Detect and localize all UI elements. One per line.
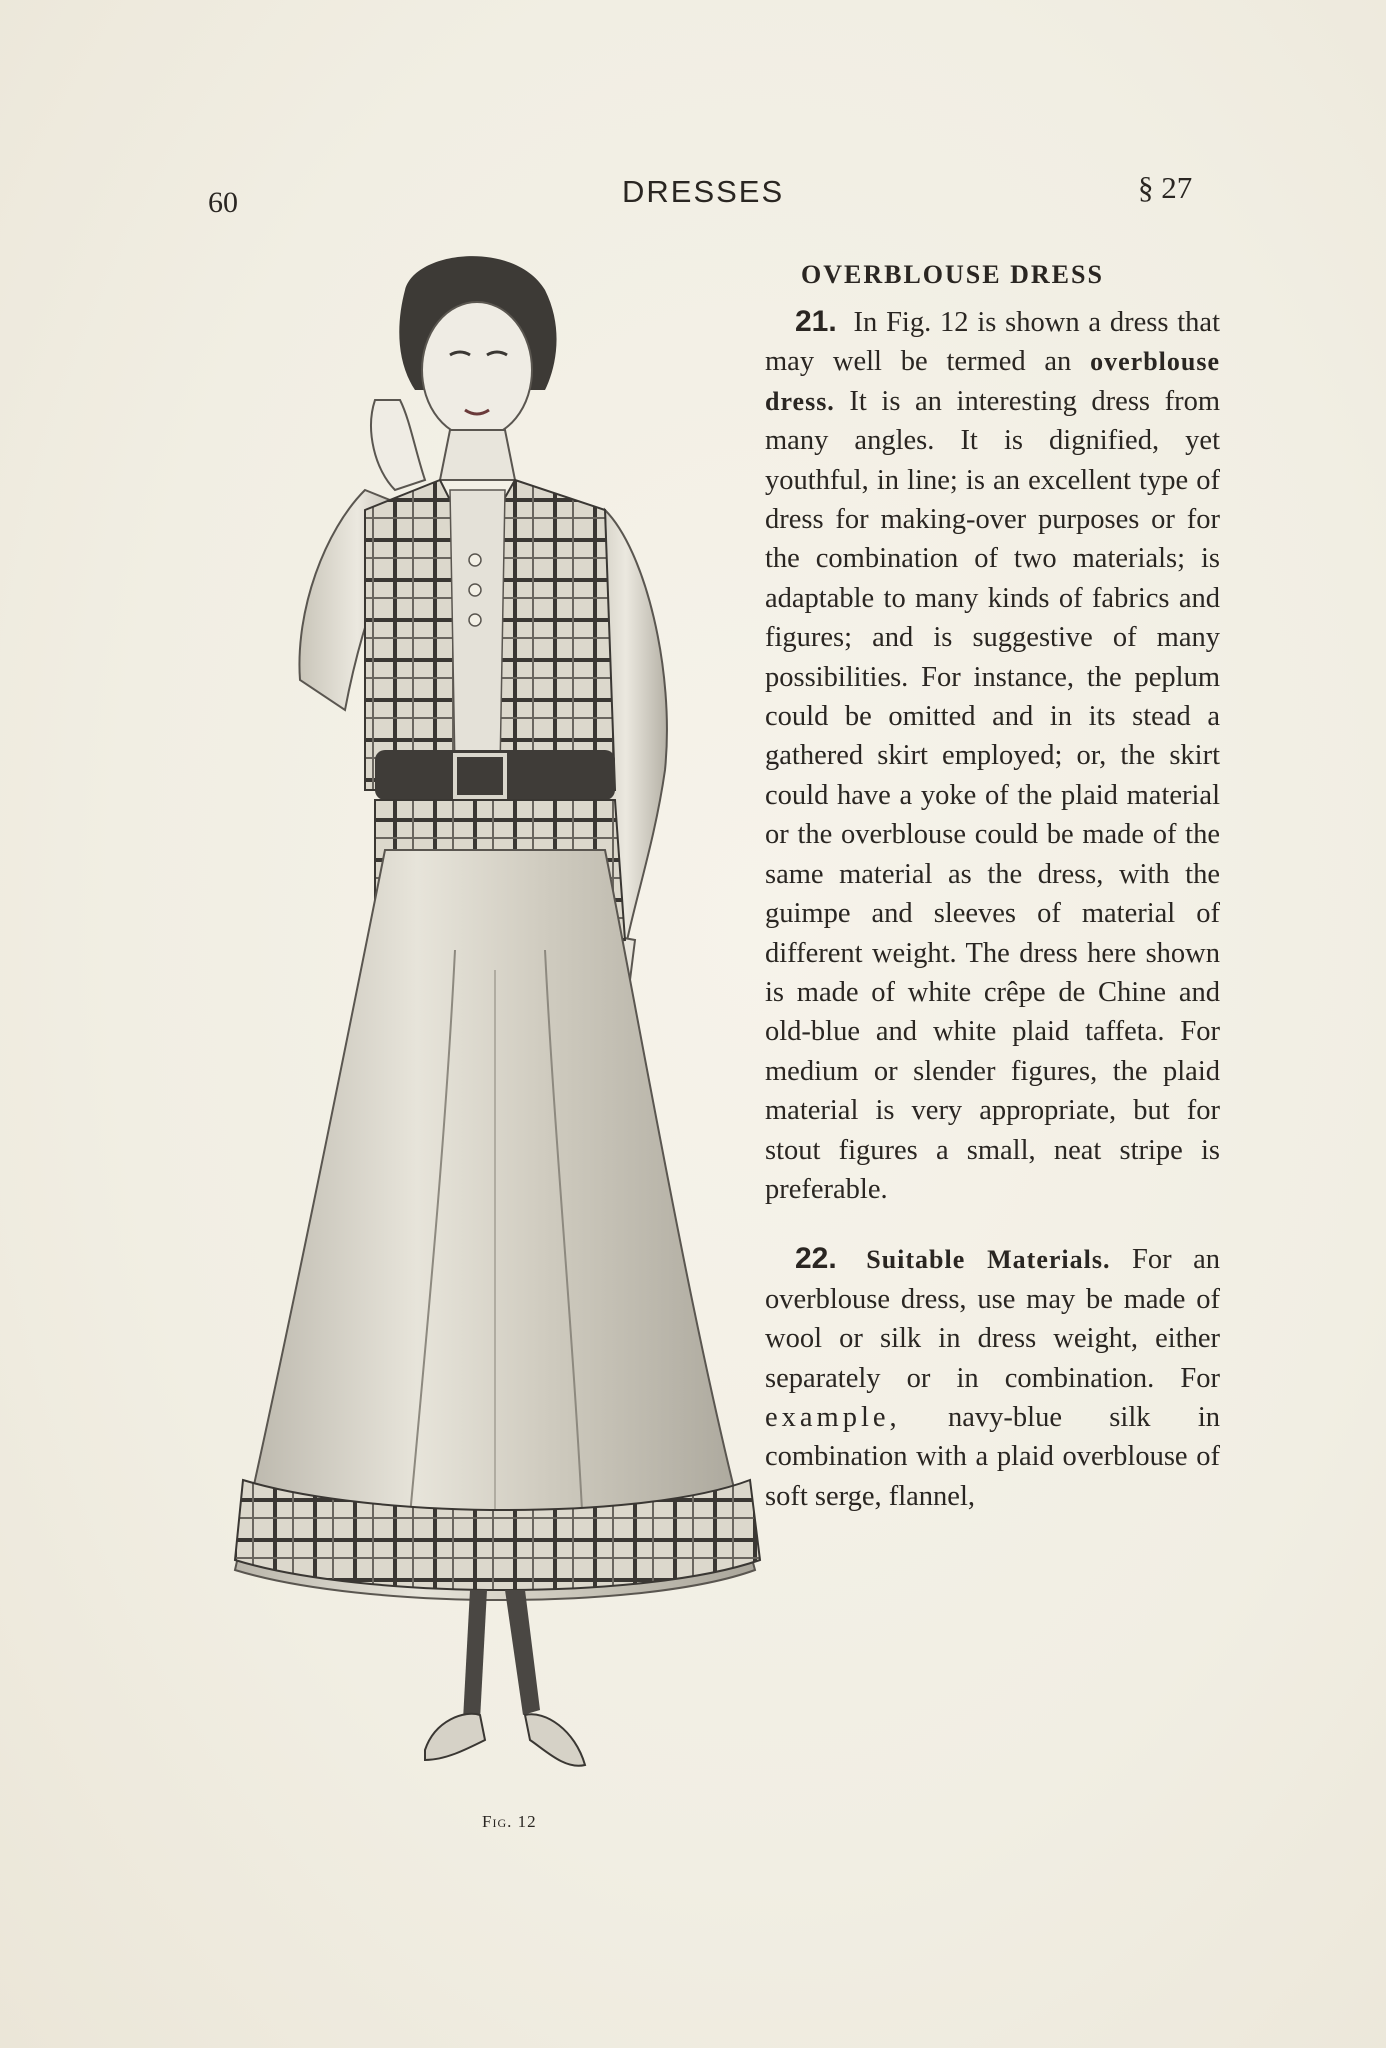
paragraph-text: It is an interesting dress from many angles. It is dignified, yet youthful, in line; is an excellent type of dress for making-over purposes or for the combination of two materials; is adaptable to many kinds of fabrics and figures; and is suggestive of many possibilities. For instance, the peplum could be omitted and in its stead a gathered skirt employed; or, the skirt could have a yoke of the plaid material or the overblouse could be made of the same material as the dress, with the guimpe and sleeves of material of different weight. The dress here shown is made of white crêpe de Chine and old-blue and white plaid taffeta. For medium or slender figures, the plaid material is very appropriate, but for stout figures a small, neat stripe is preferable. xyxy=(765,385,1220,1205)
paragraph-number: 21. xyxy=(795,305,837,338)
paragraph-subheading: Suitable Materials. xyxy=(866,1245,1111,1275)
section-mark: § 27 xyxy=(1138,170,1193,205)
figure-illustration xyxy=(225,250,785,1810)
woman-in-overblouse-dress-illustration xyxy=(225,250,785,1810)
defined-term: overblouse dress. xyxy=(765,347,1221,416)
page-number: 60 xyxy=(208,186,238,219)
running-title: DRESSES xyxy=(622,174,785,209)
figure-caption: Fig. 12 xyxy=(482,1812,537,1831)
page-header xyxy=(0,170,1386,220)
paragraph-number: 22. xyxy=(795,1242,837,1276)
paragraph-text: For an overblouse dress, use may be made of wool or silk in dress weight, either separately or in combination. For xyxy=(765,1244,1221,1394)
spaced-word: example, xyxy=(765,1401,901,1433)
paragraph-22 xyxy=(765,1239,1220,1516)
paragraph-text: In Fig. 12 is shown a dress that may well be termed an xyxy=(765,307,1220,378)
section-heading: OVERBLOUSE DRESS xyxy=(801,260,1104,289)
text-column xyxy=(765,260,1220,1516)
paragraph-21 xyxy=(765,302,1220,1209)
paragraph-text: navy-blue silk in combination with a plaid overblouse of soft serge, flannel, xyxy=(765,1401,1220,1512)
